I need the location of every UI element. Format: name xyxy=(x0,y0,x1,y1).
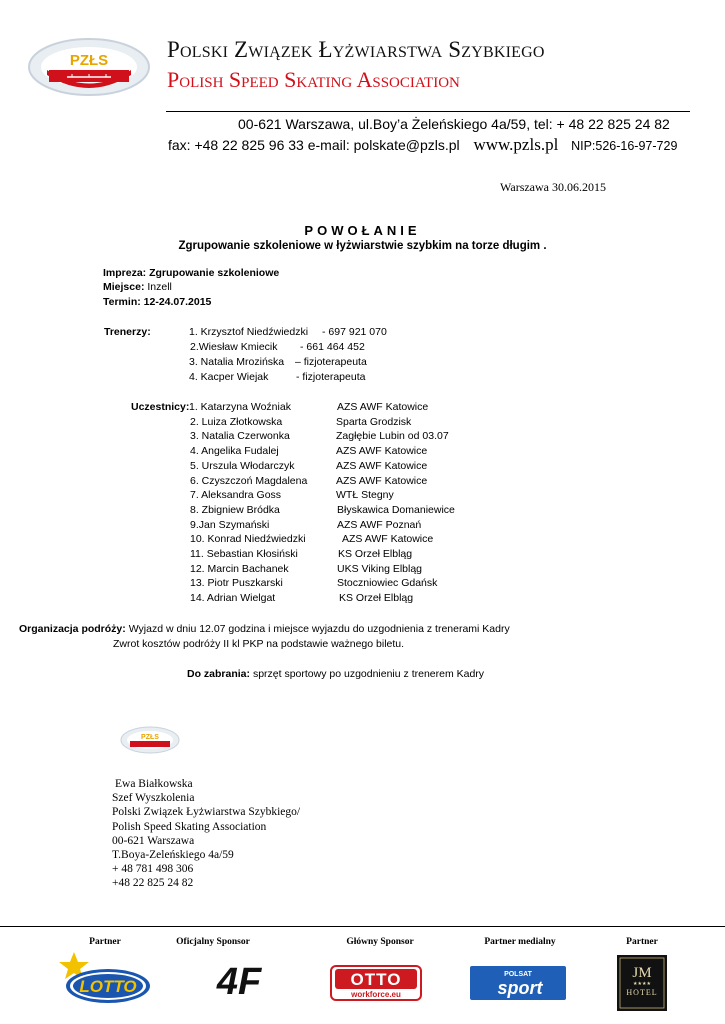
participant-club: AZS AWF Katowice xyxy=(337,401,429,413)
event-miejsce: Miejsce: Inzell xyxy=(103,281,172,293)
svg-text:4F: 4F xyxy=(216,961,262,1000)
bring-line: Do zabrania: sprzęt sportowy po uzgodnieniu z trenerem Kadry xyxy=(187,668,485,680)
participant-club: AZS AWF Katowice xyxy=(336,459,428,472)
signature-line: Polski Związek Łyżwiarstwa Szybkiego/ xyxy=(112,806,301,819)
participant-name: 2. Luiza Złotkowska xyxy=(190,415,283,428)
svg-text:PZŁS: PZŁS xyxy=(141,734,159,741)
coach-name: 4. Kacper Wiejak xyxy=(189,371,269,383)
participant-club: AZS AWF Katowice xyxy=(336,445,428,458)
travel-line-2: Zwrot kosztów podróży II kl PKP na podstawie ważnego biletu. xyxy=(113,638,405,650)
title-en: Polish Speed Skating Association xyxy=(167,67,460,92)
sponsor-label-1: Partner xyxy=(89,937,121,947)
coach-name: 1. Krzysztof Niedźwiedzki xyxy=(189,326,309,338)
participant-name: 5. Urszula Włodarczyk xyxy=(190,459,295,472)
document-subheading: Zgrupowanie szkoleniowe w łyżwiarstwie szybkim na torze długim . xyxy=(178,240,547,252)
svg-text:JM: JM xyxy=(632,965,652,981)
coaches-label: Trenerzy: xyxy=(104,326,151,338)
svg-text:workforce.eu: workforce.eu xyxy=(351,990,401,999)
4f-logo xyxy=(200,960,278,1000)
participant-name: 6. Czyszczoń Magdalena xyxy=(190,474,308,487)
participant-name: 4. Angelika Fudalej xyxy=(190,445,279,458)
signature-line: Ewa Białkowska xyxy=(115,778,193,790)
header-rule xyxy=(166,111,690,112)
coach-info: – fizjoterapeuta xyxy=(295,356,367,368)
svg-text:HOTEL: HOTEL xyxy=(626,988,658,997)
polsat-sport-logo xyxy=(470,966,566,1000)
signature-line: T.Boya-Zeleńskiego 4a/59 xyxy=(112,849,234,861)
sponsor-label-4: Partner medialny xyxy=(484,937,556,947)
coach-info: - fizjoterapeuta xyxy=(296,371,366,383)
sponsor-label-3: Główny Sponsor xyxy=(346,937,414,947)
participant-club: Błyskawica Domaniewice xyxy=(337,503,455,516)
signature-line: 00-621 Warszawa xyxy=(112,834,195,847)
participant-name: 8. Zbigniew Bródka xyxy=(190,503,280,516)
nip: NIP:526-16-97-729 xyxy=(571,139,678,153)
participant-club: KS Orzeł Elbląg xyxy=(338,548,413,560)
sponsor-label-5: Partner xyxy=(626,937,658,947)
travel-line-1: Organizacja podróży: Wyjazd w dniu 12.07 godzina i miejsce wyjazdu do uzgodnienia z trenerami Kadry xyxy=(19,623,510,635)
pzls-logo xyxy=(27,37,151,97)
event-impreza: Impreza: Zgrupowanie szkoleniowe xyxy=(103,267,280,279)
svg-text:OTTO: OTTO xyxy=(350,970,402,989)
participant-club: AZS AWF Katowice xyxy=(336,474,428,487)
fax-line xyxy=(168,135,677,155)
address-line: 00-621 Warszawa, ul.Boy’a Żeleńskiego 4a/59, tel: + 48 22 825 24 82 xyxy=(238,116,670,132)
pzls-logo-small xyxy=(120,726,180,754)
document-date: Warszawa 30.06.2015 xyxy=(500,180,607,194)
participant-name: 3. Natalia Czerwonka xyxy=(190,430,290,443)
event-termin: Termin: 12-24.07.2015 xyxy=(103,296,212,308)
coach-name: 2.Wiesław Kmiecik xyxy=(190,341,278,353)
participant-club: Stoczniowiec Gdańsk xyxy=(337,577,438,590)
participant-name: 9.Jan Szymański xyxy=(190,518,270,531)
participant-club: AZS AWF Katowice xyxy=(342,533,434,546)
participant-name: 13. Piotr Puszkarski xyxy=(190,577,283,590)
participant-name: 1. Katarzyna Woźniak xyxy=(189,401,291,413)
participant-name: 12. Marcin Bachanek xyxy=(190,562,289,575)
jm-hotel-logo xyxy=(617,955,667,1011)
participant-name: 11. Sebastian Kłosiński xyxy=(190,548,298,560)
svg-text:★★★★: ★★★★ xyxy=(633,981,651,987)
footer-rule xyxy=(0,926,725,927)
lotto-logo xyxy=(52,950,152,1006)
logo-text: PZŁS xyxy=(69,52,109,69)
coach-info: - 697 921 070 xyxy=(322,326,387,338)
signature-line: Polish Speed Skating Association xyxy=(112,820,267,833)
participants-label: Uczestnicy: xyxy=(131,401,190,413)
participant-club: AZS AWF Poznań xyxy=(337,518,422,531)
participant-club: UKS Viking Elbląg xyxy=(337,562,423,575)
sponsor-label-2: Oficjalny Sponsor xyxy=(176,937,250,947)
title-pl: Polski Związek Łyżwiarstwa Szybkiego xyxy=(167,37,545,62)
signature-line: +48 22 825 24 82 xyxy=(112,877,194,890)
coach-info: - 661 464 452 xyxy=(300,341,365,353)
signature-line: Szef Wyszkolenia xyxy=(112,792,195,805)
participant-club: WTŁ Stegny xyxy=(336,489,394,502)
document-heading: POWOŁANIE xyxy=(304,223,421,238)
participant-name: 14. Adrian Wielgat xyxy=(190,592,276,605)
signature-line: + 48 781 498 306 xyxy=(112,863,194,876)
coach-name: 3. Natalia Mrozińska xyxy=(189,356,285,368)
fax-email: fax: +48 22 825 96 33 e-mail: polskate@pzls.pl xyxy=(168,137,460,153)
svg-text:LOTTO: LOTTO xyxy=(79,977,137,996)
participant-name: 7. Aleksandra Goss xyxy=(190,489,282,502)
participant-club: Sparta Grodzisk xyxy=(336,415,412,428)
participant-name: 10. Konrad Niedźwiedzki xyxy=(190,533,306,546)
participant-club: Zagłębie Lubin od 03.07 xyxy=(336,430,449,443)
website-link[interactable]: www.pzls.pl xyxy=(473,135,559,154)
otto-logo xyxy=(330,965,422,1001)
svg-text:sport: sport xyxy=(497,978,543,998)
participant-club: KS Orzeł Elbląg xyxy=(339,592,414,605)
svg-text:POLSAT: POLSAT xyxy=(504,971,532,978)
